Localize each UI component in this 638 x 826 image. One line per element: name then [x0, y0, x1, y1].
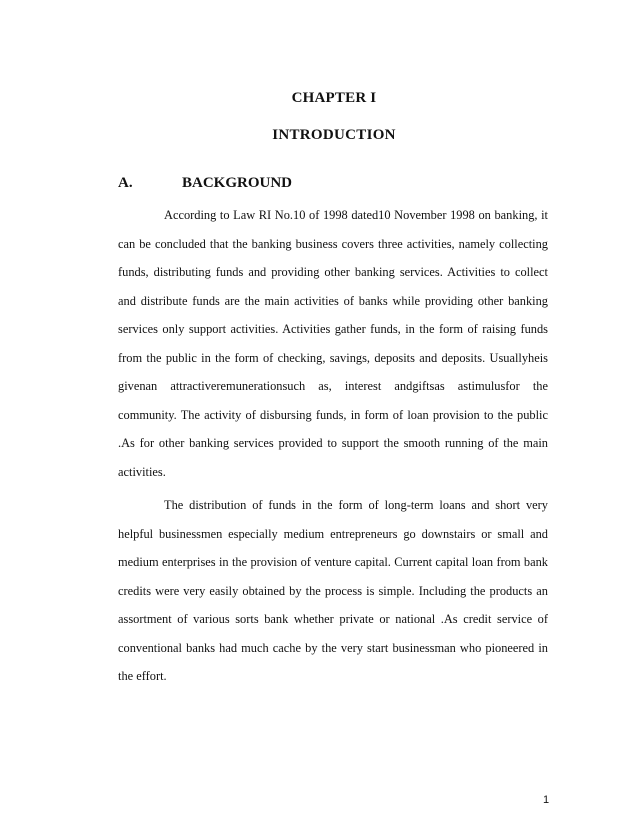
- page-number: 1: [542, 794, 550, 806]
- chapter-title: INTRODUCTION: [272, 127, 396, 143]
- section-heading: [118, 175, 292, 192]
- section-letter: A.: [118, 175, 133, 191]
- section-title: BACKGROUND: [182, 175, 293, 191]
- body-paragraph: According to Law RI No.10 of 1998 dated10 November 1998 on banking, it can be concluded that the banking business covers three activities, namely collecting funds, distributing funds and providing other banking services. Activities to collect and distribute funds are the main activities of banks while providing other banking services only support activities. Activities gather funds, in the form of raising funds from the public in the form of checking, savings, deposits and deposits. Usuallyheis givenan attractiveremunerationsuch as, interest andgiftsas astimulusfor the community. The activity of disbursing funds, in form of loan provision to the public .As for other banking services provided to support the smooth running of the main activities.: [118, 208, 548, 479]
- body-paragraph: The distribution of funds in the form of long-term loans and short very helpful businessmen especially medium entrepreneurs go downstairs or small and medium enterprises in the provision of venture capital. Current capital loan from bank credits were very easily obtained by the process is simple. Including the products an assortment of various sorts bank whether private or national .As credit service of conventional banks had much cache by the very start businessman who pioneered in the effort.: [118, 498, 548, 683]
- chapter-label: CHAPTER I: [291, 90, 377, 106]
